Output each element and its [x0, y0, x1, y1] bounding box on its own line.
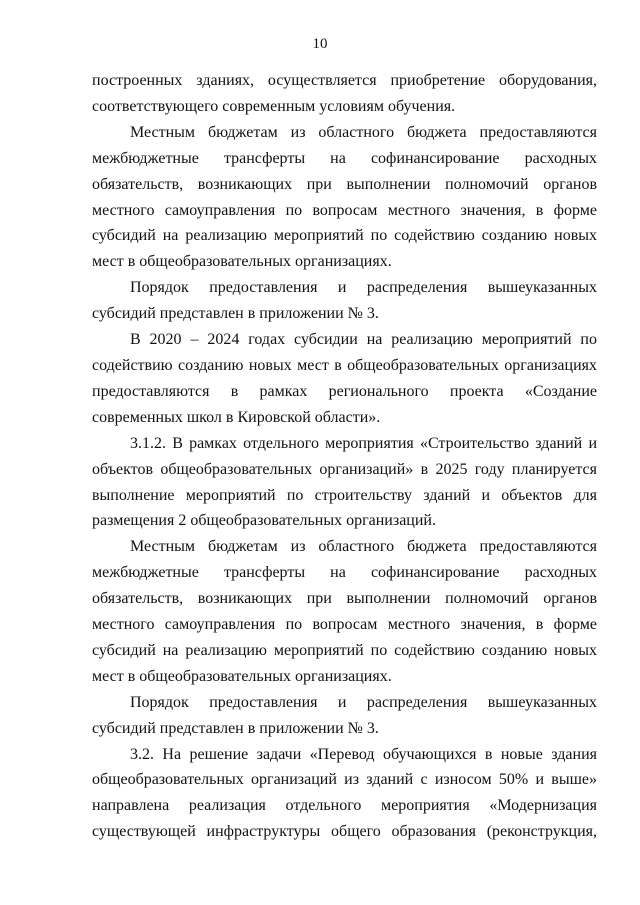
paragraph: Местным бюджетам из областного бюджета предоставляются межбюджетные трансферты на софинансирование расходных обязательств, возникающих при выполнении полномочий органов местного самоуправления по вопросам местного значения, в форме субсидий на реализацию мероприятий по содействию созданию новых мест в общеобразовательных организациях. — [92, 123, 597, 271]
page-number: 10 — [312, 36, 328, 52]
paragraph: Местным бюджетам из областного бюджета предоставляются межбюджетные трансферты на софинансирование расходных обязательств, возникающих при выполнении полномочий органов местного самоуправления по вопросам местного значения, в форме субсидий на реализацию мероприятий по содействию созданию новых мест в общеобразовательных организациях. — [92, 538, 597, 685]
paragraph: Порядок предоставления и распределения вышеуказанных субсидий представлен в приложении № 3. — [92, 693, 597, 737]
paragraph: Порядок предоставления и распределения вышеуказанных субсидий представлен в приложении № 3. — [92, 279, 597, 323]
paragraph: 3.1.2. В рамках отдельного мероприятия «Строительство зданий и объектов общеобразовательных организаций» в 2025 году планируется выполнение мероприятий по строительству зданий и объектов для размещения 2 общеобразовательных организаций. — [92, 434, 597, 530]
body-text — [92, 68, 597, 845]
paragraph: построенных зданиях, осуществляется приобретение оборудования, соответствующего современным условиям обучения. — [92, 72, 597, 115]
paragraph: 3.2. На решение задачи «Перевод обучающихся в новые здания общеобразовательных организаций из зданий с износом 50% и выше» направлена реализация отдельного мероприятия «Модернизация существующей инфраструктуры общего образования (реконструкция, — [92, 745, 597, 841]
paragraph: В 2020 – 2024 годах субсидии на реализацию мероприятий по содействию созданию новых мест в общеобразовательных организациях предоставляются в рамках регионального проекта «Создание современных школ в Кировской области». — [92, 331, 597, 426]
